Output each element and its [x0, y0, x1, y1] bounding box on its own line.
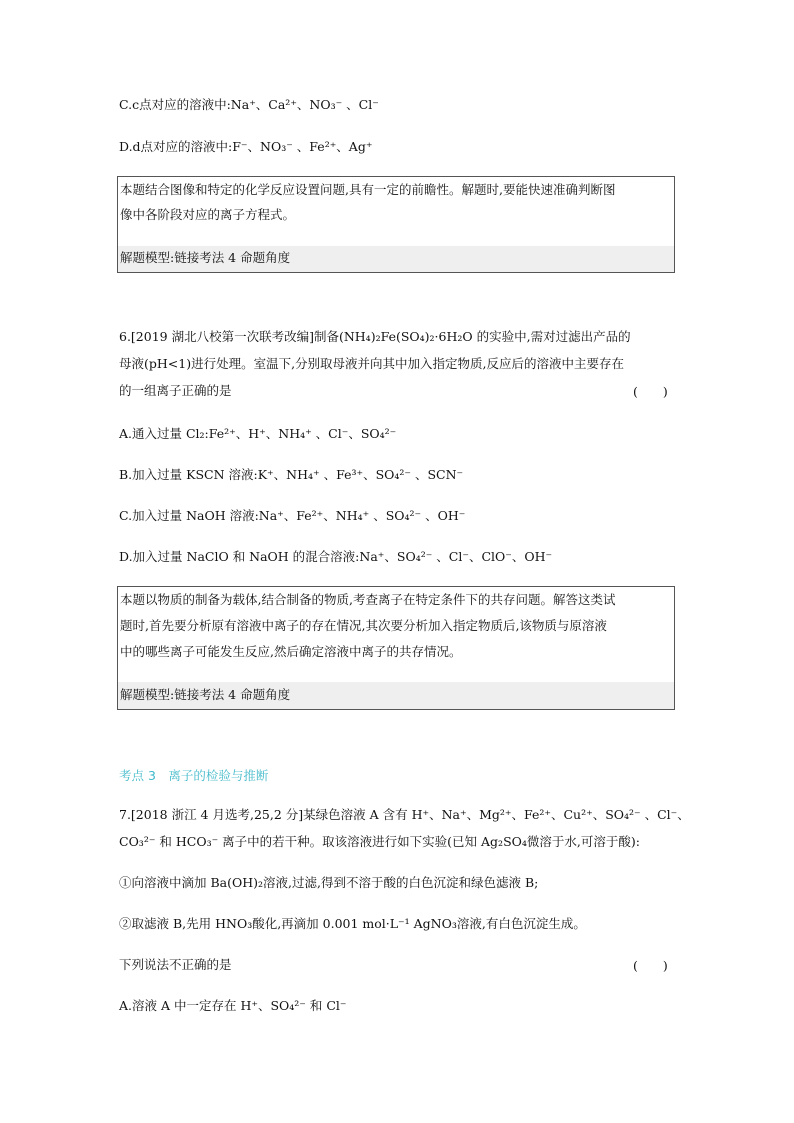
q7-stem-line-2: CO₃²⁻ 和 HCO₃⁻ 离子中的若干种。取该溶液进行如下实验(已知 Ag₂SO₄微溶于水,可溶于酸):: [119, 834, 640, 849]
q6-option-b: B.加入过量 KSCN 溶液:K⁺、NH₄⁺ 、Fe³⁺、SO₄²⁻ 、SCN⁻: [119, 467, 464, 482]
q6-stem-line-2: 母液(pH<1)进行处理。室温下,分别取母液并向其中加入指定物质,反应后的溶液中主要存在: [119, 356, 625, 371]
q5-model-link: 解题模型:链接考法 4 命题角度: [120, 250, 291, 265]
q6-option-c: C.加入过量 NaOH 溶液:Na⁺、Fe²⁺、NH₄⁺ 、SO₄²⁻ 、OH⁻: [119, 508, 466, 523]
q6-analysis-line-1: 本题以物质的制备为载体,结合制备的物质,考查离子在特定条件下的共存问题。解答这类试: [120, 592, 616, 607]
q7-option-a: A.溶液 A 中一定存在 H⁺、SO₄²⁻ 和 Cl⁻: [119, 998, 347, 1013]
q6-analysis-box: [117, 586, 675, 710]
q6-stem-line-3: 的一组离子正确的是: [119, 383, 232, 398]
q6-stem-line-1: 6.[2019 湖北八校第一次联考改编]制备(NH₄)₂Fe(SO₄)₂·6H₂O 的实验中,需对过滤出产品的: [119, 329, 631, 344]
q7-answer-bracket: ( ): [633, 958, 668, 973]
q6-analysis-line-3: 中的哪些离子可能发生反应,然后确定溶液中离子的共存情况。: [120, 644, 462, 659]
q7-question: 下列说法不正确的是: [119, 957, 232, 972]
section-heading: 考点 3 离子的检验与推断: [119, 768, 269, 783]
q5-analysis-line-1: 本题结合图像和特定的化学反应设置问题,具有一定的前瞻性。解题时,要能快速准确判断图: [120, 182, 616, 197]
q7-stem-line-1: 7.[2018 浙江 4 月选考,25,2 分]某绿色溶液 A 含有 H⁺、Na⁺、Mg²⁺、Fe²⁺、Cu²⁺、SO₄²⁻ 、Cl⁻、: [119, 807, 690, 822]
q6-option-d: D.加入过量 NaClO 和 NaOH 的混合溶液:Na⁺、SO₄²⁻ 、Cl⁻、ClO⁻、OH⁻: [119, 549, 553, 564]
q7-step-2: ②取滤液 B,先用 HNO₃酸化,再滴加 0.001 mol·L⁻¹ AgNO₃溶液,有白色沉淀生成。: [119, 916, 586, 931]
q7-step-1: ①向溶液中滴加 Ba(OH)₂溶液,过滤,得到不溶于酸的白色沉淀和绿色滤液 B;: [119, 875, 539, 890]
q5-option-d: D.d点对应的溶液中:F⁻、NO₃⁻ 、Fe²⁺、Ag⁺: [119, 139, 373, 154]
q5-analysis-line-2: 像中各阶段对应的离子方程式。: [120, 207, 296, 222]
q6-analysis-line-2: 题时,首先要分析原有溶液中离子的存在情况,其次要分析加入指定物质后,该物质与原溶液: [120, 618, 607, 633]
q6-option-a: A.通入过量 Cl₂:Fe²⁺、H⁺、NH₄⁺ 、Cl⁻、SO₄²⁻: [119, 426, 397, 441]
q5-analysis-box: [117, 176, 675, 273]
q5-option-c: C.c点对应的溶液中:Na⁺、Ca²⁺、NO₃⁻ 、Cl⁻: [119, 97, 379, 112]
q6-answer-bracket: ( ): [633, 384, 668, 399]
q6-model-link: 解题模型:链接考法 4 命题角度: [120, 687, 291, 702]
